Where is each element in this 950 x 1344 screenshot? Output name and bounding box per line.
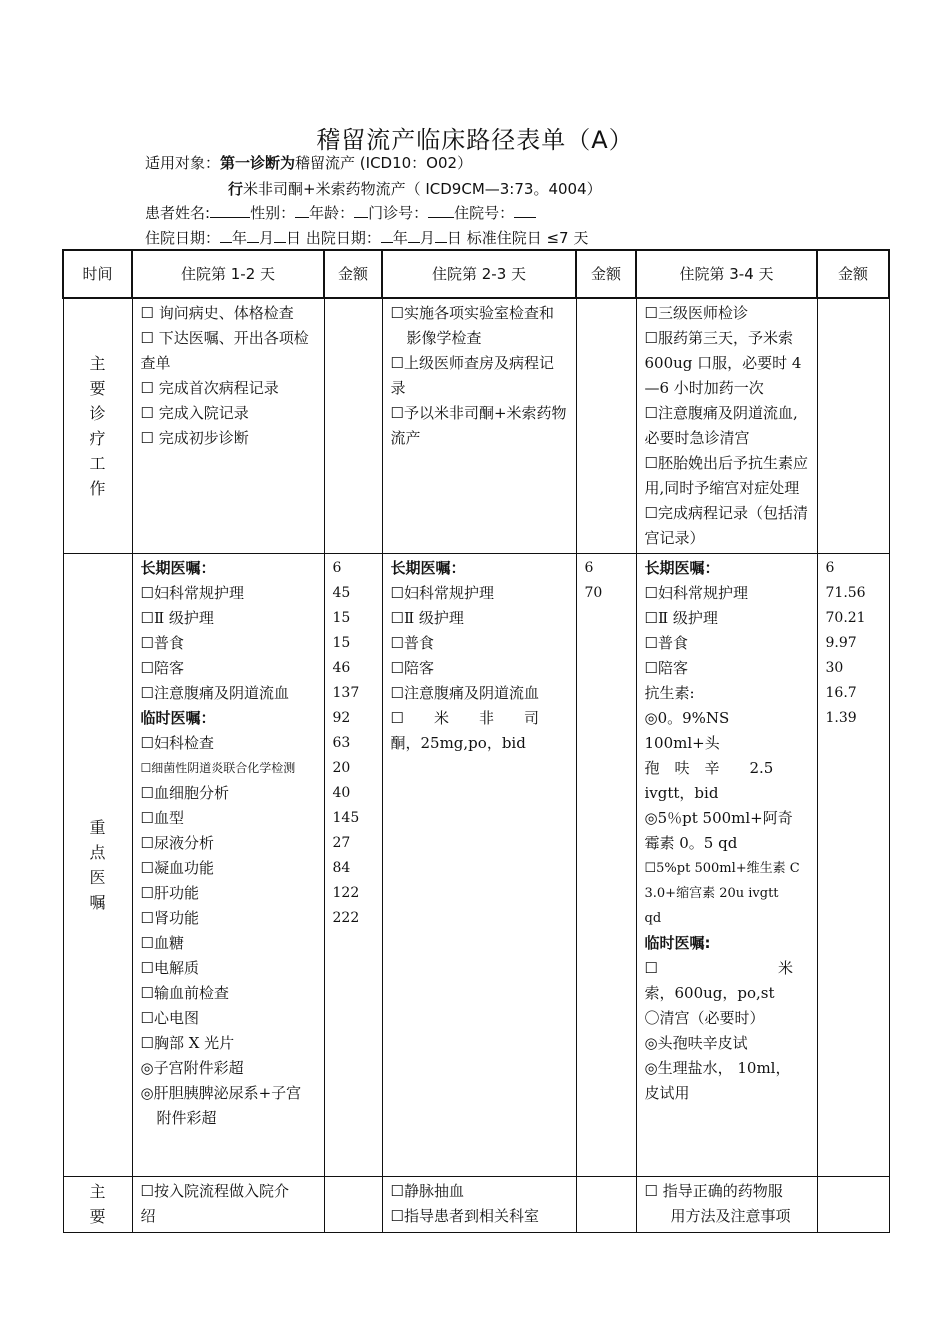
category-char: 工 (89, 454, 106, 473)
category-char: 医 (89, 868, 106, 887)
table-row (63, 1177, 889, 1233)
order-item[interactable]: ☐5%pt 500ml+维生素 C (644, 861, 800, 876)
order-item[interactable]: ☐陪客 (644, 659, 688, 677)
day23-orders-cell (382, 554, 576, 1177)
amount-value: 16.7 (825, 685, 857, 701)
day34-amounts-cell (817, 554, 889, 1177)
gender-blank[interactable] (295, 203, 309, 218)
day12-amounts-cell (324, 554, 382, 1177)
category-char: 要 (89, 1207, 106, 1226)
discharge-month-blank[interactable] (408, 228, 420, 243)
category-char: 要 (89, 379, 106, 398)
checklist-item[interactable]: ☐完成病程记录（包括清宫记录） (644, 504, 808, 547)
checklist-item[interactable]: ☐注意腹痛及阴道流血,必要时急诊清宫 (644, 404, 798, 447)
age-label: 年龄： (309, 204, 355, 222)
order-item[interactable]: ☐妇科常规护理 (390, 584, 494, 602)
proc-label: 行 (228, 180, 244, 198)
amount-value: 27 (332, 835, 351, 851)
amount-value: 6 (584, 560, 594, 576)
diag-label: 第一诊断为 (220, 154, 296, 172)
long-term-orders-label: 长期医嘱： (140, 559, 216, 577)
checklist-item-cont: 用方法及注意事项 (670, 1207, 791, 1225)
admit-year-blank[interactable] (220, 228, 232, 243)
day34-work-cell (636, 298, 817, 554)
day12-nursing-cell (132, 1177, 324, 1233)
order-item[interactable]: ☐肝功能 (140, 884, 199, 902)
order-item-cont: ivgtt，bid (644, 784, 719, 802)
order-item[interactable]: ◎5％pt 500ml+阿奇 (644, 809, 793, 827)
target-label: 适用对象： (145, 154, 221, 172)
checklist-item[interactable]: ☐按入院流程做入院介 (140, 1182, 289, 1200)
category-char: 点 (89, 843, 106, 862)
admit-day-blank[interactable] (274, 228, 286, 243)
checklist-item[interactable]: ☐予以米非司酮+米索药物流产 (390, 404, 567, 447)
header-day12: 住院第 1-2 天 (132, 250, 324, 298)
checklist-item[interactable]: ☐静脉抽血 (390, 1182, 464, 1200)
checklist-item[interactable]: ☐ 指导正确的药物服 (644, 1182, 783, 1200)
day12-orders-cell (132, 554, 324, 1177)
amount-value: 92 (332, 710, 351, 726)
age-blank[interactable] (354, 203, 368, 218)
day-label: 日 (446, 229, 462, 247)
header-amount-2: 金额 (576, 250, 636, 298)
category-char: 嘱 (89, 893, 106, 912)
checklist-item[interactable]: ☐实施各项实验室检查和影像学检查 (390, 304, 554, 347)
order-item-cont: 3.0+缩宫素 20u ivgtt (644, 886, 779, 901)
clinic-blank[interactable] (428, 203, 454, 218)
order-item-cont: 霉素 0。5 qd (644, 834, 738, 852)
category-char: 疗 (89, 429, 106, 448)
procedure-line (228, 178, 602, 199)
order-item[interactable]: ☐凝血功能 (140, 859, 214, 877)
header-day34: 住院第 3-4 天 (636, 250, 817, 298)
checklist-item[interactable]: ☐三级医师检诊 (644, 304, 748, 322)
amount-value: 145 (332, 810, 360, 826)
amount-cell (817, 1177, 889, 1233)
checklist-item[interactable]: ☐ 完成首次病程记录 (140, 379, 279, 397)
category-char: 作 (89, 479, 106, 498)
order-item[interactable]: ☐胸部 X 光片 (140, 1034, 235, 1052)
order-item[interactable]: ☐Ⅱ 级护理 (390, 609, 464, 627)
order-item[interactable]: ☐血细胞分析 (140, 784, 229, 802)
day23-amounts-cell (576, 554, 636, 1177)
day23-work-cell (382, 298, 576, 554)
proc-value: 米非司酮+米索药物流产（ ICD9CM—3:73。4004） (243, 180, 602, 198)
amount-cell (576, 1177, 636, 1233)
amount-value: 20 (332, 760, 351, 776)
amount-value: 222 (332, 910, 360, 926)
row-category-main-work (63, 298, 132, 554)
day23-nursing-cell (382, 1177, 576, 1233)
category-char: 主 (89, 354, 106, 373)
checklist-item-cont: 绍 (140, 1207, 156, 1225)
inpatient-blank[interactable] (514, 203, 536, 218)
discharge-day-blank[interactable] (435, 228, 447, 243)
checklist-item[interactable]: ☐指导患者到相关科室 (390, 1207, 539, 1225)
target-line (145, 152, 472, 173)
checklist-item[interactable]: ☐ 询问病史、体格检查 (140, 304, 294, 322)
header-amount-1: 金额 (324, 250, 382, 298)
antibiotics-label: 抗生素: (644, 684, 695, 702)
order-item[interactable]: ☐陪客 (390, 659, 434, 677)
table-row (63, 554, 889, 1177)
order-item[interactable]: ☐Ⅱ 级护理 (644, 609, 718, 627)
order-item[interactable]: ◎生理盐水， 10ml， (644, 1059, 791, 1077)
order-item[interactable]: ◎子宫附件彩超 (140, 1059, 244, 1077)
discharge-label: 出院日期： (305, 229, 381, 247)
day-label: 日 (286, 229, 302, 247)
day12-work-cell (132, 298, 324, 554)
admit-month-blank[interactable] (247, 228, 259, 243)
table-header-row (63, 250, 889, 298)
category-char: 重 (89, 818, 106, 837)
year-label: 年 (232, 229, 248, 247)
amount-value: 70.21 (825, 610, 866, 626)
checklist-item[interactable]: ☐上级医师查房及病程记录 (390, 354, 554, 397)
amount-value: 63 (332, 735, 351, 751)
order-item[interactable]: ☐普食 (140, 634, 184, 652)
order-item[interactable]: ◎头孢呋辛皮试 (644, 1034, 748, 1052)
amount-value: 46 (332, 660, 351, 676)
checklist-item[interactable]: ☐胚胎娩出后予抗生素应用,同时予缩宫对症处理 (644, 454, 808, 497)
row-category-key-orders (63, 554, 132, 1177)
header-time: 时间 (63, 250, 132, 298)
amount-value: 122 (332, 885, 360, 901)
patient-line (145, 202, 536, 223)
order-item[interactable]: ☐细菌性阴道炎联合化学检测 (140, 761, 296, 775)
checklist-item[interactable]: ☐服药第三天，予米索 600ug 口服，必要时 4—6 小时加药一次 (644, 329, 802, 397)
day34-nursing-cell (636, 1177, 817, 1233)
amount-value: 45 (332, 585, 351, 601)
order-item[interactable]: ☐尿液分析 (140, 834, 214, 852)
month-label: 月 (259, 229, 275, 247)
amount-value: 1.39 (825, 710, 857, 726)
order-item[interactable]: ☐Ⅱ 级护理 (140, 609, 214, 627)
order-item[interactable]: ☐肾功能 (140, 909, 199, 927)
standard-stay: 标准住院日 ≤7 天 (466, 229, 589, 247)
order-item[interactable]: 〇清宫（必要时） (644, 1009, 765, 1027)
order-item[interactable]: ☐注意腹痛及阴道流血 (390, 684, 539, 702)
amount-cell (324, 1177, 382, 1233)
amount-value: 70 (584, 585, 603, 601)
gender-label: 性别： (250, 204, 296, 222)
clinic-label: 门诊号： (368, 204, 429, 222)
amount-cell (324, 298, 382, 554)
temporary-orders-label: 临时医嘱: (644, 934, 711, 952)
amount-value: 84 (332, 860, 351, 876)
order-item-cont: 孢 呋 辛 2.5 (644, 759, 774, 777)
header-day23: 住院第 2-3 天 (382, 250, 576, 298)
discharge-year-blank[interactable] (381, 228, 393, 243)
month-label: 月 (419, 229, 435, 247)
diag-value: 稽留流产 (ICD10：O02） (295, 154, 473, 172)
long-term-orders-label: 长期医嘱： (390, 559, 466, 577)
order-item[interactable]: ☐电解质 (140, 959, 199, 977)
order-item[interactable]: ☐血型 (140, 809, 184, 827)
amount-value: 30 (825, 660, 844, 676)
page-title: 稽留流产临床路径表单（A） (316, 126, 634, 154)
clinical-pathway-table (62, 249, 890, 1233)
table-row (63, 298, 889, 554)
order-item[interactable]: ☐妇科常规护理 (140, 584, 244, 602)
header-amount-3: 金额 (817, 250, 889, 298)
order-item[interactable]: ◎肝胆胰脾泌尿系+子宫附件彩超 (140, 1084, 302, 1127)
category-char: 诊 (89, 404, 106, 423)
amount-value: 6 (825, 560, 835, 576)
name-blank[interactable] (210, 203, 250, 218)
order-item-cont: qd (644, 911, 662, 926)
inpatient-label: 住院号： (454, 204, 515, 222)
name-label: 患者姓名: (145, 204, 211, 222)
category-char: 主 (89, 1182, 106, 1201)
order-item-cont: 酮，25mg,po，bid (390, 734, 526, 752)
order-item[interactable]: ☐妇科常规护理 (644, 584, 748, 602)
order-item[interactable]: ☐ 米 非 司 (390, 709, 539, 727)
order-item[interactable]: ☐陪客 (140, 659, 184, 677)
order-item[interactable]: ☐注意腹痛及阴道流血 (140, 684, 289, 702)
order-item-cont: 索，600ug，po,st (644, 984, 775, 1002)
order-item[interactable]: ☐输血前检查 (140, 984, 229, 1002)
row-category-nursing (63, 1177, 132, 1233)
date-line (145, 227, 588, 248)
long-term-orders-label: 长期医嘱： (644, 559, 720, 577)
temporary-orders-label: 临时医嘱： (140, 709, 216, 727)
admit-label: 住院日期： (145, 229, 221, 247)
amount-cell (817, 298, 889, 554)
order-item[interactable]: ◎0。9%NS 100ml+头 (644, 709, 730, 752)
checklist-item[interactable]: ☐ 下达医嘱、开出各项检查单 (140, 329, 309, 372)
year-label: 年 (392, 229, 408, 247)
order-item[interactable]: ☐普食 (390, 634, 434, 652)
order-item-cont: 皮试用 (644, 1084, 690, 1102)
amount-value: 15 (332, 635, 351, 651)
order-item[interactable]: ☐血糖 (140, 934, 184, 952)
amount-cell (576, 298, 636, 554)
order-item[interactable]: ☐心电图 (140, 1009, 199, 1027)
amount-value: 15 (332, 610, 351, 626)
amount-value: 40 (332, 785, 351, 801)
order-item[interactable]: ☐妇科检查 (140, 734, 214, 752)
order-item[interactable]: ☐普食 (644, 634, 688, 652)
amount-value: 9.97 (825, 635, 857, 651)
day34-orders-cell (636, 554, 817, 1177)
checklist-item[interactable]: ☐ 完成入院记录 (140, 404, 249, 422)
checklist-item[interactable]: ☐ 完成初步诊断 (140, 429, 249, 447)
amount-value: 6 (332, 560, 342, 576)
order-item[interactable]: ☐ 米 (644, 959, 793, 977)
amount-value: 137 (332, 685, 360, 701)
amount-value: 71.56 (825, 585, 866, 601)
